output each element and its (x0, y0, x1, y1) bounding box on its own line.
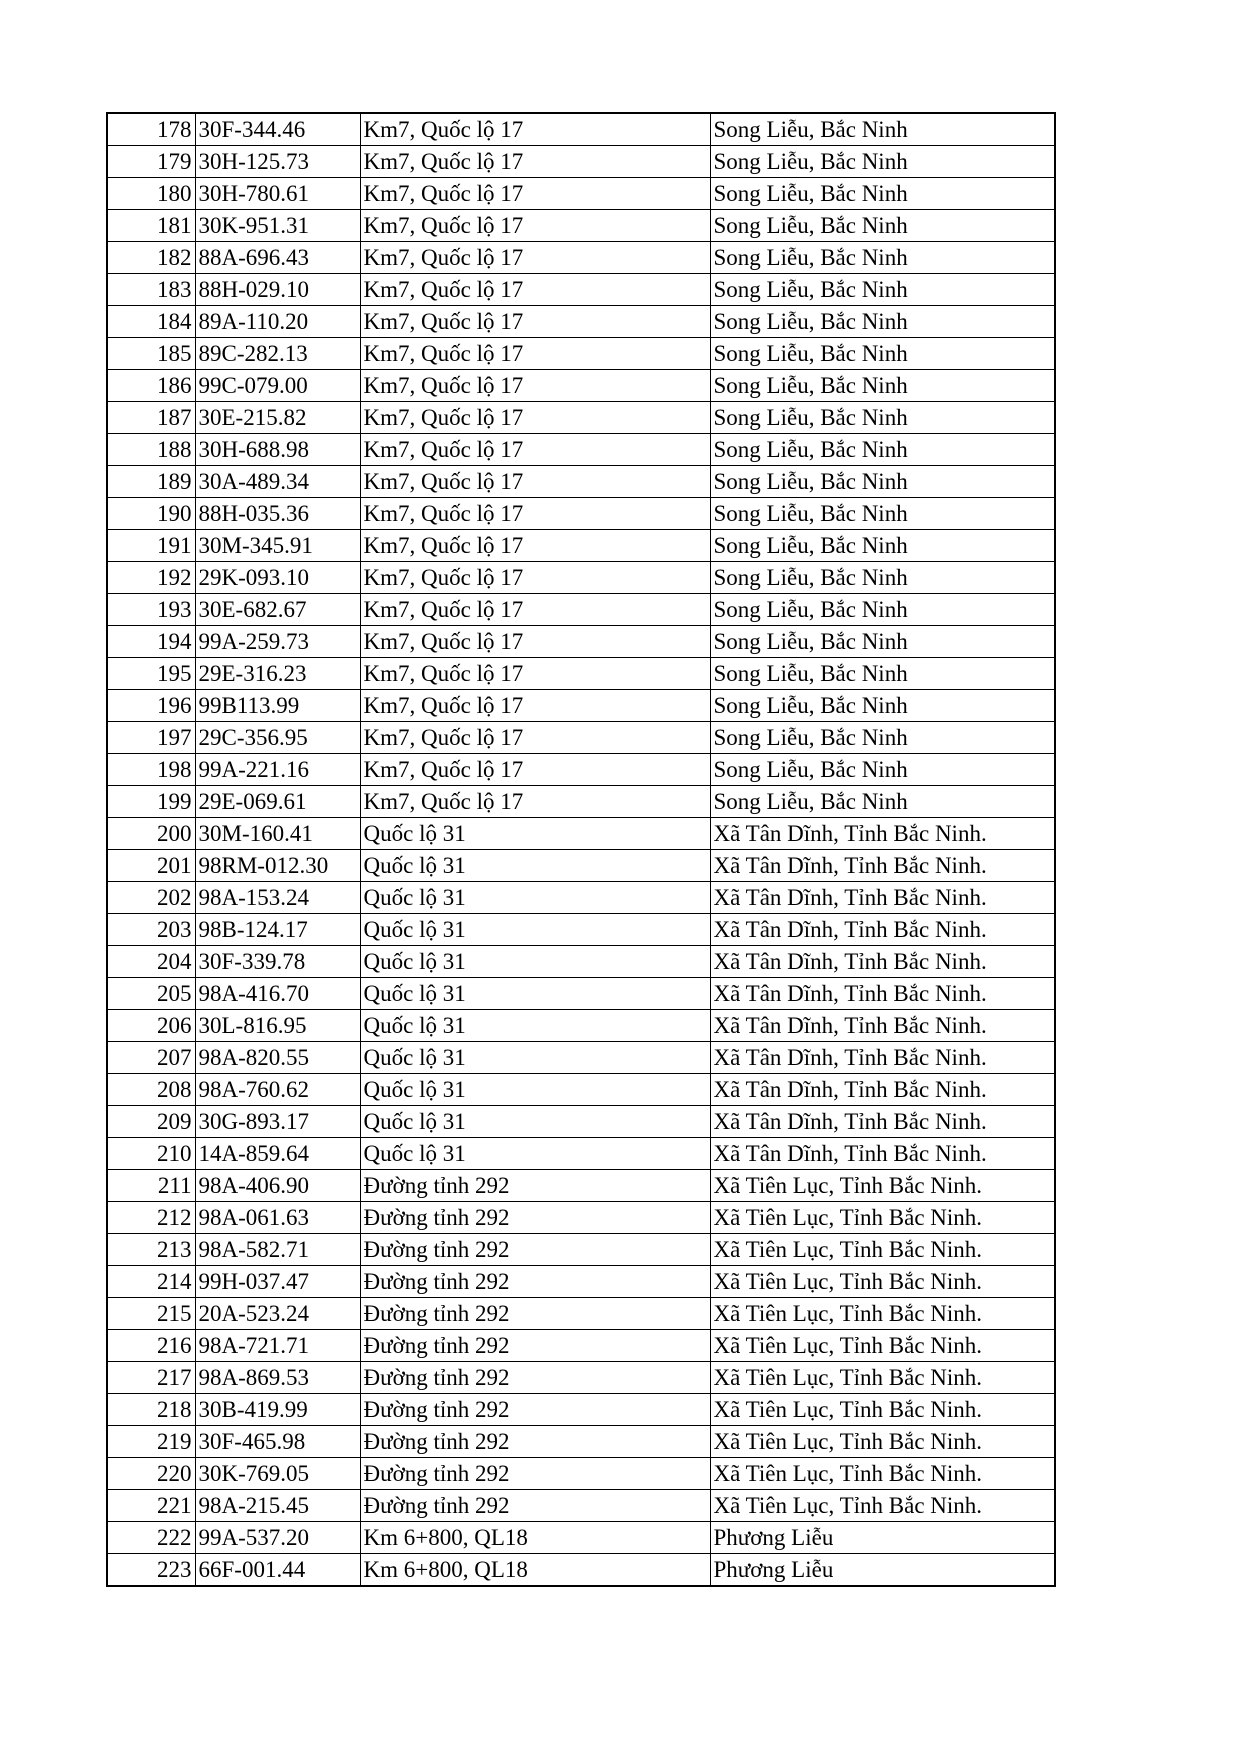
address-cell: Xã Tân Dĩnh, Tỉnh Bắc Ninh. (710, 1042, 1055, 1074)
location-cell: Km7, Quốc lộ 17 (360, 242, 710, 274)
location-cell: Km7, Quốc lộ 17 (360, 146, 710, 178)
address-cell: Song Liễu, Bắc Ninh (710, 786, 1055, 818)
address-cell: Xã Tiên Lục, Tỉnh Bắc Ninh. (710, 1362, 1055, 1394)
row-number-cell: 181 (107, 210, 195, 242)
row-number-cell: 206 (107, 1010, 195, 1042)
location-cell: Km7, Quốc lộ 17 (360, 530, 710, 562)
license-plate-cell: 99A-259.73 (195, 626, 360, 658)
address-cell: Song Liễu, Bắc Ninh (710, 402, 1055, 434)
row-number-cell: 205 (107, 978, 195, 1010)
table-row (107, 1554, 1055, 1587)
location-cell: Đường tỉnh 292 (360, 1298, 710, 1330)
address-cell: Xã Tiên Lục, Tỉnh Bắc Ninh. (710, 1298, 1055, 1330)
address-cell: Xã Tân Dĩnh, Tỉnh Bắc Ninh. (710, 1138, 1055, 1170)
location-cell: Đường tỉnh 292 (360, 1362, 710, 1394)
table-row (107, 113, 1055, 146)
license-plate-cell: 88A-696.43 (195, 242, 360, 274)
table-row (107, 690, 1055, 722)
address-cell: Song Liễu, Bắc Ninh (710, 242, 1055, 274)
address-cell: Song Liễu, Bắc Ninh (710, 434, 1055, 466)
row-number-cell: 213 (107, 1234, 195, 1266)
row-number-cell: 214 (107, 1266, 195, 1298)
location-cell: Quốc lộ 31 (360, 818, 710, 850)
table-row (107, 1298, 1055, 1330)
location-cell: Quốc lộ 31 (360, 1138, 710, 1170)
table-row (107, 1362, 1055, 1394)
license-plate-cell: 98A-582.71 (195, 1234, 360, 1266)
license-plate-cell: 30H-780.61 (195, 178, 360, 210)
address-cell: Song Liễu, Bắc Ninh (710, 146, 1055, 178)
address-cell: Xã Tiên Lục, Tỉnh Bắc Ninh. (710, 1490, 1055, 1522)
table-row (107, 1042, 1055, 1074)
license-plate-cell: 30F-344.46 (195, 113, 360, 146)
location-cell: Đường tỉnh 292 (360, 1426, 710, 1458)
location-cell: Đường tỉnh 292 (360, 1202, 710, 1234)
table-body (107, 113, 1055, 1586)
address-cell: Xã Tiên Lục, Tỉnh Bắc Ninh. (710, 1330, 1055, 1362)
location-cell: Quốc lộ 31 (360, 1010, 710, 1042)
license-plate-cell: 89A-110.20 (195, 306, 360, 338)
table-row (107, 1426, 1055, 1458)
license-plate-cell: 29K-093.10 (195, 562, 360, 594)
row-number-cell: 207 (107, 1042, 195, 1074)
table-row (107, 1458, 1055, 1490)
location-cell: Đường tỉnh 292 (360, 1170, 710, 1202)
table-row (107, 466, 1055, 498)
license-plate-cell: 66F-001.44 (195, 1554, 360, 1587)
location-cell: Km7, Quốc lộ 17 (360, 210, 710, 242)
row-number-cell: 221 (107, 1490, 195, 1522)
license-plate-cell: 30E-682.67 (195, 594, 360, 626)
row-number-cell: 217 (107, 1362, 195, 1394)
location-cell: Km 6+800, QL18 (360, 1554, 710, 1587)
address-cell: Song Liễu, Bắc Ninh (710, 498, 1055, 530)
location-cell: Quốc lộ 31 (360, 1042, 710, 1074)
row-number-cell: 202 (107, 882, 195, 914)
row-number-cell: 220 (107, 1458, 195, 1490)
address-cell: Song Liễu, Bắc Ninh (710, 722, 1055, 754)
location-cell: Đường tỉnh 292 (360, 1490, 710, 1522)
table-row (107, 498, 1055, 530)
row-number-cell: 178 (107, 113, 195, 146)
license-plate-cell: 98A-215.45 (195, 1490, 360, 1522)
table-row (107, 178, 1055, 210)
table-row (107, 338, 1055, 370)
row-number-cell: 195 (107, 658, 195, 690)
address-cell: Phương Liễu (710, 1554, 1055, 1587)
table-row (107, 1074, 1055, 1106)
table-row (107, 530, 1055, 562)
row-number-cell: 182 (107, 242, 195, 274)
row-number-cell: 187 (107, 402, 195, 434)
location-cell: Km7, Quốc lộ 17 (360, 306, 710, 338)
location-cell: Km7, Quốc lộ 17 (360, 754, 710, 786)
license-plate-cell: 98A-869.53 (195, 1362, 360, 1394)
location-cell: Đường tỉnh 292 (360, 1234, 710, 1266)
table-row (107, 882, 1055, 914)
table-row (107, 1394, 1055, 1426)
table-row (107, 978, 1055, 1010)
row-number-cell: 185 (107, 338, 195, 370)
address-cell: Xã Tiên Lục, Tỉnh Bắc Ninh. (710, 1394, 1055, 1426)
address-cell: Xã Tiên Lục, Tỉnh Bắc Ninh. (710, 1234, 1055, 1266)
location-cell: Km7, Quốc lộ 17 (360, 626, 710, 658)
license-plate-cell: 98RM-012.30 (195, 850, 360, 882)
row-number-cell: 198 (107, 754, 195, 786)
license-plate-cell: 98A-820.55 (195, 1042, 360, 1074)
address-cell: Song Liễu, Bắc Ninh (710, 338, 1055, 370)
license-plate-cell: 88H-029.10 (195, 274, 360, 306)
table-row (107, 1234, 1055, 1266)
license-plate-cell: 30E-215.82 (195, 402, 360, 434)
location-cell: Quốc lộ 31 (360, 1106, 710, 1138)
license-plate-cell: 88H-035.36 (195, 498, 360, 530)
table-row (107, 594, 1055, 626)
license-plate-cell: 98A-153.24 (195, 882, 360, 914)
row-number-cell: 219 (107, 1426, 195, 1458)
location-cell: Km7, Quốc lộ 17 (360, 562, 710, 594)
license-plate-cell: 99A-537.20 (195, 1522, 360, 1554)
row-number-cell: 186 (107, 370, 195, 402)
row-number-cell: 216 (107, 1330, 195, 1362)
location-cell: Đường tỉnh 292 (360, 1266, 710, 1298)
row-number-cell: 200 (107, 818, 195, 850)
location-cell: Km7, Quốc lộ 17 (360, 594, 710, 626)
location-cell: Km7, Quốc lộ 17 (360, 178, 710, 210)
address-cell: Song Liễu, Bắc Ninh (710, 274, 1055, 306)
location-cell: Km 6+800, QL18 (360, 1522, 710, 1554)
location-cell: Đường tỉnh 292 (360, 1394, 710, 1426)
table-row (107, 1266, 1055, 1298)
table-row (107, 562, 1055, 594)
location-cell: Km7, Quốc lộ 17 (360, 658, 710, 690)
row-number-cell: 180 (107, 178, 195, 210)
license-plate-cell: 99A-221.16 (195, 754, 360, 786)
address-cell: Song Liễu, Bắc Ninh (710, 594, 1055, 626)
address-cell: Song Liễu, Bắc Ninh (710, 370, 1055, 402)
row-number-cell: 222 (107, 1522, 195, 1554)
license-plate-cell: 29C-356.95 (195, 722, 360, 754)
row-number-cell: 203 (107, 914, 195, 946)
license-plate-cell: 30K-951.31 (195, 210, 360, 242)
address-cell: Song Liễu, Bắc Ninh (710, 210, 1055, 242)
license-plate-cell: 30G-893.17 (195, 1106, 360, 1138)
table-row (107, 658, 1055, 690)
table-row (107, 946, 1055, 978)
row-number-cell: 192 (107, 562, 195, 594)
address-cell: Song Liễu, Bắc Ninh (710, 306, 1055, 338)
row-number-cell: 215 (107, 1298, 195, 1330)
table-row (107, 306, 1055, 338)
license-plate-cell: 98A-061.63 (195, 1202, 360, 1234)
address-cell: Xã Tiên Lục, Tỉnh Bắc Ninh. (710, 1458, 1055, 1490)
location-cell: Quốc lộ 31 (360, 946, 710, 978)
table-row (107, 818, 1055, 850)
license-plate-cell: 89C-282.13 (195, 338, 360, 370)
address-cell: Phương Liễu (710, 1522, 1055, 1554)
license-plate-cell: 30F-465.98 (195, 1426, 360, 1458)
row-number-cell: 208 (107, 1074, 195, 1106)
license-plate-cell: 30M-345.91 (195, 530, 360, 562)
table-row (107, 434, 1055, 466)
row-number-cell: 201 (107, 850, 195, 882)
table-row (107, 786, 1055, 818)
row-number-cell: 197 (107, 722, 195, 754)
address-cell: Xã Tân Dĩnh, Tỉnh Bắc Ninh. (710, 978, 1055, 1010)
table-row (107, 1330, 1055, 1362)
address-cell: Xã Tiên Lục, Tỉnh Bắc Ninh. (710, 1202, 1055, 1234)
row-number-cell: 211 (107, 1170, 195, 1202)
license-plate-cell: 99H-037.47 (195, 1266, 360, 1298)
table-row (107, 1170, 1055, 1202)
table-row (107, 146, 1055, 178)
table-row (107, 850, 1055, 882)
license-plate-cell: 98A-760.62 (195, 1074, 360, 1106)
row-number-cell: 199 (107, 786, 195, 818)
location-cell: Km7, Quốc lộ 17 (360, 274, 710, 306)
location-cell: Km7, Quốc lộ 17 (360, 690, 710, 722)
address-cell: Xã Tân Dĩnh, Tỉnh Bắc Ninh. (710, 914, 1055, 946)
table-row (107, 274, 1055, 306)
row-number-cell: 193 (107, 594, 195, 626)
table-row (107, 1138, 1055, 1170)
table-row (107, 1490, 1055, 1522)
address-cell: Xã Tân Dĩnh, Tỉnh Bắc Ninh. (710, 850, 1055, 882)
row-number-cell: 183 (107, 274, 195, 306)
address-cell: Xã Tân Dĩnh, Tỉnh Bắc Ninh. (710, 882, 1055, 914)
license-plate-cell: 98B-124.17 (195, 914, 360, 946)
table-row (107, 626, 1055, 658)
license-plate-cell: 20A-523.24 (195, 1298, 360, 1330)
row-number-cell: 210 (107, 1138, 195, 1170)
license-plate-cell: 99C-079.00 (195, 370, 360, 402)
location-cell: Km7, Quốc lộ 17 (360, 113, 710, 146)
table-row (107, 1522, 1055, 1554)
location-cell: Đường tỉnh 292 (360, 1458, 710, 1490)
row-number-cell: 188 (107, 434, 195, 466)
table-row (107, 754, 1055, 786)
row-number-cell: 184 (107, 306, 195, 338)
license-plate-cell: 30M-160.41 (195, 818, 360, 850)
address-cell: Song Liễu, Bắc Ninh (710, 690, 1055, 722)
table-row (107, 242, 1055, 274)
license-plate-cell: 98A-416.70 (195, 978, 360, 1010)
location-cell: Km7, Quốc lộ 17 (360, 786, 710, 818)
row-number-cell: 179 (107, 146, 195, 178)
location-cell: Km7, Quốc lộ 17 (360, 498, 710, 530)
license-plate-cell: 30H-688.98 (195, 434, 360, 466)
address-cell: Xã Tiên Lục, Tỉnh Bắc Ninh. (710, 1426, 1055, 1458)
location-cell: Quốc lộ 31 (360, 978, 710, 1010)
row-number-cell: 196 (107, 690, 195, 722)
license-plate-cell: 29E-069.61 (195, 786, 360, 818)
address-cell: Xã Tân Dĩnh, Tỉnh Bắc Ninh. (710, 818, 1055, 850)
license-plate-cell: 14A-859.64 (195, 1138, 360, 1170)
license-plate-cell: 30H-125.73 (195, 146, 360, 178)
license-plate-cell: 98A-406.90 (195, 1170, 360, 1202)
row-number-cell: 191 (107, 530, 195, 562)
violation-table (106, 112, 1056, 1587)
address-cell: Xã Tân Dĩnh, Tỉnh Bắc Ninh. (710, 1010, 1055, 1042)
row-number-cell: 212 (107, 1202, 195, 1234)
address-cell: Xã Tân Dĩnh, Tỉnh Bắc Ninh. (710, 946, 1055, 978)
license-plate-cell: 29E-316.23 (195, 658, 360, 690)
address-cell: Song Liễu, Bắc Ninh (710, 113, 1055, 146)
row-number-cell: 190 (107, 498, 195, 530)
location-cell: Quốc lộ 31 (360, 1074, 710, 1106)
location-cell: Quốc lộ 31 (360, 914, 710, 946)
license-plate-cell: 98A-721.71 (195, 1330, 360, 1362)
address-cell: Song Liễu, Bắc Ninh (710, 658, 1055, 690)
location-cell: Km7, Quốc lộ 17 (360, 370, 710, 402)
row-number-cell: 218 (107, 1394, 195, 1426)
license-plate-cell: 99B113.99 (195, 690, 360, 722)
license-plate-cell: 30B-419.99 (195, 1394, 360, 1426)
location-cell: Km7, Quốc lộ 17 (360, 338, 710, 370)
table-row (107, 370, 1055, 402)
license-plate-cell: 30F-339.78 (195, 946, 360, 978)
location-cell: Km7, Quốc lộ 17 (360, 466, 710, 498)
address-cell: Song Liễu, Bắc Ninh (710, 562, 1055, 594)
row-number-cell: 189 (107, 466, 195, 498)
location-cell: Quốc lộ 31 (360, 850, 710, 882)
address-cell: Xã Tân Dĩnh, Tỉnh Bắc Ninh. (710, 1074, 1055, 1106)
table-row (107, 1202, 1055, 1234)
location-cell: Đường tỉnh 292 (360, 1330, 710, 1362)
address-cell: Song Liễu, Bắc Ninh (710, 178, 1055, 210)
address-cell: Song Liễu, Bắc Ninh (710, 530, 1055, 562)
table-row (107, 914, 1055, 946)
row-number-cell: 209 (107, 1106, 195, 1138)
address-cell: Song Liễu, Bắc Ninh (710, 754, 1055, 786)
row-number-cell: 194 (107, 626, 195, 658)
license-plate-cell: 30A-489.34 (195, 466, 360, 498)
address-cell: Xã Tân Dĩnh, Tỉnh Bắc Ninh. (710, 1106, 1055, 1138)
location-cell: Km7, Quốc lộ 17 (360, 434, 710, 466)
table-row (107, 1106, 1055, 1138)
row-number-cell: 204 (107, 946, 195, 978)
location-cell: Km7, Quốc lộ 17 (360, 722, 710, 754)
address-cell: Xã Tiên Lục, Tỉnh Bắc Ninh. (710, 1266, 1055, 1298)
location-cell: Quốc lộ 31 (360, 882, 710, 914)
address-cell: Song Liễu, Bắc Ninh (710, 626, 1055, 658)
table-row (107, 210, 1055, 242)
license-plate-cell: 30L-816.95 (195, 1010, 360, 1042)
license-plate-cell: 30K-769.05 (195, 1458, 360, 1490)
address-cell: Song Liễu, Bắc Ninh (710, 466, 1055, 498)
table-row (107, 1010, 1055, 1042)
table-row (107, 402, 1055, 434)
table-row (107, 722, 1055, 754)
address-cell: Xã Tiên Lục, Tỉnh Bắc Ninh. (710, 1170, 1055, 1202)
row-number-cell: 223 (107, 1554, 195, 1587)
location-cell: Km7, Quốc lộ 17 (360, 402, 710, 434)
